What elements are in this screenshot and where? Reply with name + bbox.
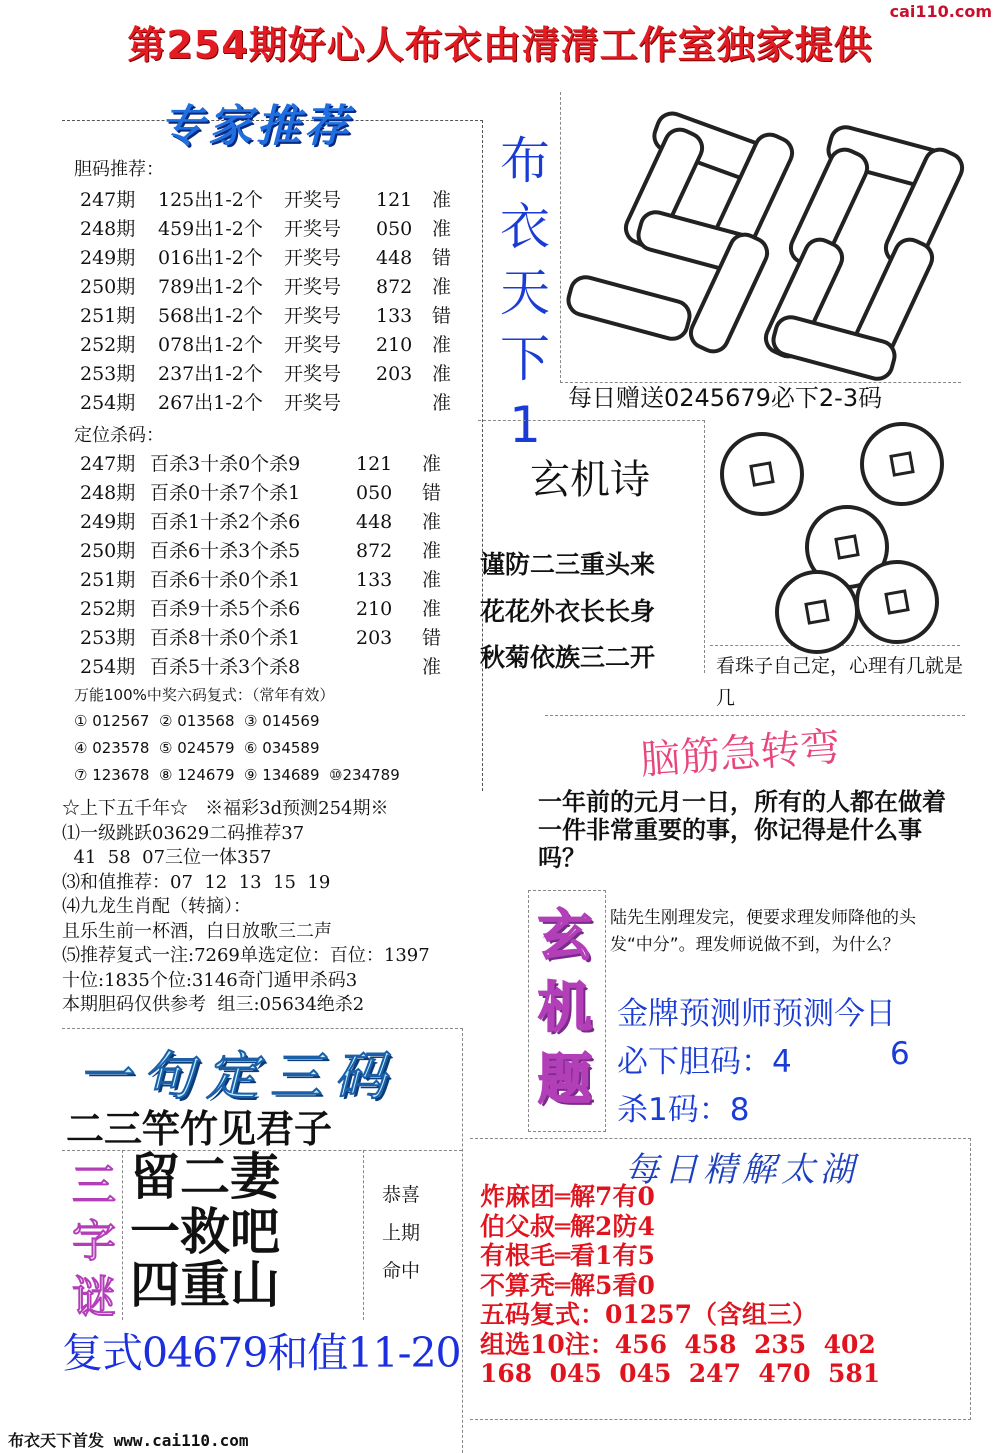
kill-cell: 错 — [422, 482, 442, 504]
dan-cell: 错 — [432, 305, 452, 327]
dan-cell: 开奖号 — [284, 276, 342, 298]
dan-cell: 050 — [376, 218, 413, 240]
congrats-3: 命中 — [382, 1260, 421, 1282]
xuanji-question: 陆先生刚理发完，便要求理发师降他的头发“中分”。理发师说做不到，为什么？ — [610, 908, 916, 955]
kill-cell: 百杀6十杀0个杀1 — [150, 569, 301, 591]
dice-picture — [560, 92, 961, 383]
dice-bar — [563, 271, 696, 344]
dan-cell: 准 — [432, 189, 452, 211]
taihu-line: 炸麻团═解7有0 — [480, 1182, 655, 1211]
dan-row — [80, 302, 451, 331]
kill-row — [80, 624, 441, 653]
must-second: 6 — [890, 1036, 910, 1072]
coin — [855, 560, 939, 644]
dan-label: 胆码推荐： — [74, 159, 164, 180]
coins-caption: 看珠子自己定，心理有几就是几 — [716, 655, 964, 709]
taihu-lines — [480, 1182, 880, 1389]
kill-cell: 249期 — [80, 511, 136, 533]
dan-cell: 016出1-2个 — [158, 247, 263, 269]
kill-cell: 百杀5十杀3个杀8 — [150, 656, 301, 678]
xuanji-text: 玄机题 — [538, 904, 592, 1111]
taihu-line: 不算秃═解5看0 — [480, 1270, 655, 1300]
kill-cell: 准 — [422, 598, 442, 620]
kill-cell: 133 — [356, 569, 393, 591]
gift-text: 每日赠送0245679必下2-3码 — [568, 384, 883, 412]
kill-cell: 百杀6十杀3个杀5 — [150, 540, 301, 562]
history-line: ⑶和值推荐：07 12 13 15 19 — [62, 871, 331, 893]
three-word-label — [66, 1158, 122, 1326]
dan-cell: 568出1-2个 — [158, 305, 263, 327]
coins-picture — [710, 420, 960, 646]
kill-cell: 121 — [356, 453, 393, 475]
dan-cell: 251期 — [80, 305, 136, 327]
coin — [775, 570, 859, 654]
kill-cell: 251期 — [80, 569, 136, 591]
history-line: 十位:1835个位:3146奇门遁甲杀码3 — [62, 969, 358, 991]
congrats-1: 恭喜 — [382, 1184, 421, 1206]
kill-cell: 872 — [356, 540, 393, 562]
dan-cell: 237出1-2个 — [158, 363, 263, 385]
kill-cell: 百杀3十杀0个杀9 — [150, 453, 301, 475]
riddle-text: 一年前的元月一日，所有的人都在做着一件非常重要的事，你记得是什么事吗？ — [538, 788, 946, 872]
kill-cell: 准 — [422, 569, 442, 591]
kill-row — [80, 595, 441, 624]
dan-row — [80, 186, 451, 215]
dan-cell: 125出1-2个 — [158, 189, 263, 211]
dan-cell: 开奖号 — [284, 218, 342, 240]
kill-cell — [356, 653, 422, 682]
dan-cell: 错 — [432, 247, 452, 269]
kill-cell: 248期 — [80, 482, 136, 504]
dan-cell: 789出1-2个 — [158, 276, 263, 298]
history-line: ☆上下五千年☆ ※福彩3d预测254期※ — [62, 798, 389, 819]
kill-cell: 250期 — [80, 540, 136, 562]
poem-line-3: 秋菊依族三二开 — [480, 643, 656, 672]
kill-one: 杀1码：8 — [617, 1092, 750, 1128]
dan-cell: 开奖号 — [284, 334, 342, 356]
history-line: ⑸推荐复式一注:7269单选定位：百位：1397 — [62, 945, 430, 966]
dan-cell: 247期 — [80, 189, 136, 211]
dan-cell: 开奖号 — [284, 305, 342, 327]
riddle-divider — [545, 715, 965, 716]
kill-cell: 050 — [356, 482, 393, 504]
history-line: 本期胆码仅供参考 组三:05634绝杀2 — [62, 994, 365, 1015]
kill-cell: 百杀1十杀2个杀6 — [150, 511, 301, 533]
dan-cell: 210 — [376, 334, 413, 356]
three-word-line-3: 四重山 — [130, 1256, 280, 1314]
riddle-heading: 脑筋急转弯 — [638, 724, 842, 784]
dan-cell: 准 — [432, 363, 452, 385]
kill-cell: 准 — [422, 540, 442, 562]
dan-cell: 开奖号 — [284, 247, 342, 269]
dan-cell: 252期 — [80, 334, 136, 356]
dan-cell: 开奖号 — [284, 189, 342, 211]
one-sentence-phrase: 二三竿竹见君子 — [66, 1107, 333, 1151]
kill-cell: 准 — [422, 656, 442, 678]
xuanji-vertical — [535, 900, 595, 1116]
kill-cell: 百杀8十杀0个杀1 — [150, 627, 301, 649]
wanneng-line-2: ④ 023578 ⑤ 024579 ⑥ 034589 — [74, 739, 320, 757]
dan-cell: 133 — [376, 305, 413, 327]
kill-row — [80, 566, 441, 595]
kill-cell: 253期 — [80, 627, 136, 649]
dan-cell: 448 — [376, 247, 413, 269]
three-word-label-text: 三字谜 — [72, 1160, 116, 1323]
dan-cell: 准 — [432, 334, 452, 356]
three-word-line-1: 留二妻 — [130, 1148, 280, 1206]
buyi-text: 布衣天下1 — [500, 132, 550, 454]
one-sentence-heading: 一句定三码 — [78, 1047, 399, 1107]
dan-row — [80, 389, 451, 418]
congrats-2: 上期 — [382, 1222, 421, 1244]
history-line: 41 58 07三位一体357 — [62, 847, 272, 868]
kill-cell: 错 — [422, 627, 442, 649]
poem-heading: 玄机诗 — [530, 457, 650, 503]
kill-table — [80, 450, 441, 682]
footer-text: 布衣天下首发 www.cai110.com — [8, 1431, 249, 1450]
dan-table — [80, 186, 451, 418]
must-label: 必下胆码：4 — [617, 1044, 792, 1080]
dan-row — [80, 215, 451, 244]
history-line: ⑷九龙生肖配（转摘）： — [62, 896, 251, 917]
poem-line-2: 花花外衣长长身 — [480, 597, 656, 626]
dan-cell: 078出1-2个 — [158, 334, 263, 356]
history-block — [62, 797, 522, 1018]
kill-cell: 百杀0十杀7个杀1 — [150, 482, 301, 504]
kill-row — [80, 653, 441, 682]
wanneng-line-1: ① 012567 ② 013568 ③ 014569 — [74, 712, 320, 730]
dan-cell — [376, 389, 432, 418]
kill-cell: 448 — [356, 511, 393, 533]
fushi-bottom: 复式04679和值11-20 — [62, 1329, 461, 1377]
dan-row — [80, 244, 451, 273]
dan-cell: 开奖号 — [284, 363, 342, 385]
dan-cell: 253期 — [80, 363, 136, 385]
poem-line-1: 谨防二三重头来 — [480, 550, 656, 579]
dan-cell: 121 — [376, 189, 413, 211]
dan-cell: 203 — [376, 363, 413, 385]
kill-cell: 准 — [422, 511, 442, 533]
dan-cell: 459出1-2个 — [158, 218, 263, 240]
kill-label: 定位杀码： — [74, 425, 164, 446]
gold-title: 金牌预测师预测今日 — [617, 996, 896, 1032]
kill-cell: 203 — [356, 627, 393, 649]
three-word-line-2: 一救吧 — [130, 1203, 280, 1261]
wanneng-label: 万能100%中奖六码复式：（常年有效） — [74, 686, 335, 704]
taihu-line: 168 045 045 247 470 581 — [480, 1359, 881, 1388]
kill-row — [80, 450, 441, 479]
dan-cell: 开奖号 — [284, 392, 342, 414]
page-title: 第254期好心人布衣由清清工作室独家提供 — [127, 23, 873, 67]
dan-cell: 249期 — [80, 247, 136, 269]
kill-row — [80, 537, 441, 566]
kill-cell: 准 — [422, 453, 442, 475]
site-logo-text: cai110.com — [889, 2, 992, 21]
dan-cell: 准 — [432, 218, 452, 240]
taihu-line: 伯父叔═解2防4 — [480, 1211, 655, 1241]
dan-row — [80, 360, 451, 389]
dan-row — [80, 331, 451, 360]
kill-cell: 252期 — [80, 598, 136, 620]
dan-cell: 准 — [432, 276, 452, 298]
dan-cell: 准 — [432, 392, 452, 414]
dan-cell: 248期 — [80, 218, 136, 240]
taihu-line: 组选10注：456 458 235 402 — [480, 1329, 876, 1359]
dan-cell: 872 — [376, 276, 413, 298]
dan-cell: 254期 — [80, 392, 136, 414]
taihu-heading: 每日精解太湖 — [625, 1150, 859, 1190]
history-line: 且乐生前一杯酒，白日放歌三二声 — [62, 920, 332, 942]
kill-cell: 210 — [356, 598, 393, 620]
kill-cell: 254期 — [80, 656, 136, 678]
dan-row — [80, 273, 451, 302]
taihu-line: 有根毛═看1有5 — [480, 1241, 655, 1270]
kill-row — [80, 508, 441, 537]
wanneng-line-3: ⑦ 123678 ⑧ 124679 ⑨ 134689 ⑩234789 — [74, 766, 400, 784]
taihu-line: 五码复式：01257（含组三） — [480, 1300, 817, 1329]
coin — [860, 422, 944, 506]
dan-cell: 267出1-2个 — [158, 392, 263, 414]
kill-cell: 247期 — [80, 453, 136, 475]
kill-row — [80, 479, 441, 508]
kill-cell: 百杀9十杀5个杀6 — [150, 598, 301, 620]
dan-cell: 250期 — [80, 276, 136, 298]
coin — [720, 432, 804, 516]
history-line: ⑴一级跳跃03629二码推荐37 — [62, 822, 305, 844]
expert-heading: 专家推荐 — [160, 101, 352, 152]
buyi-vertical — [495, 128, 555, 458]
